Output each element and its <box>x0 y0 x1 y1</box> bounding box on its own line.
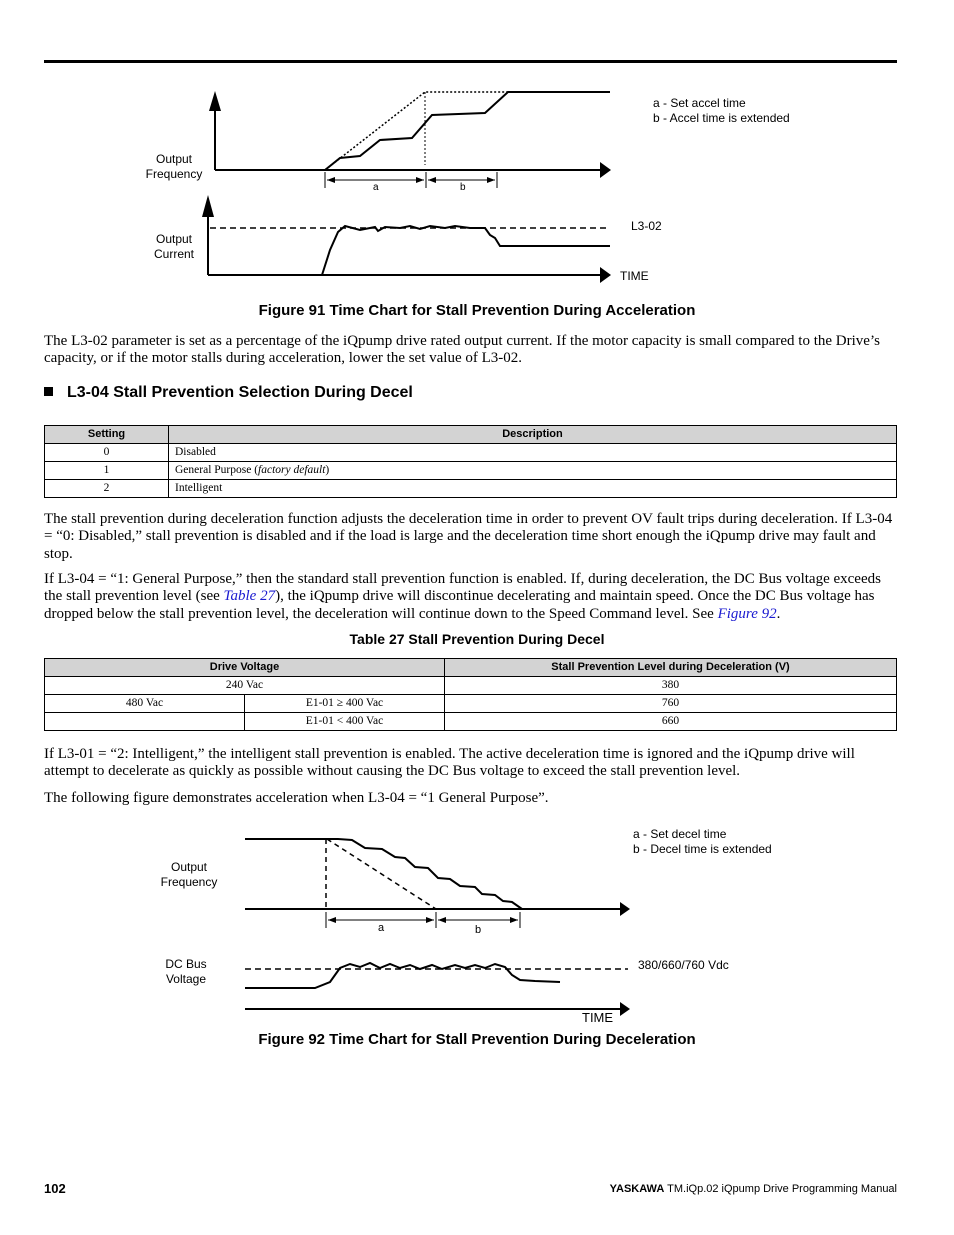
page-number: 102 <box>44 1181 66 1196</box>
header-drive-voltage: Drive Voltage <box>45 659 445 677</box>
fig91-label-l302: L3-02 <box>631 219 662 233</box>
fig91-legend-b: b - Accel time is extended <box>653 111 790 125</box>
fig92-dim-b-label: b <box>475 924 482 936</box>
paragraph-intelligent: If L3-01 = “2: Intelligent,” the intelligent stall prevention is enabled. The active deceleration time is ignored and the iQpump drive will attempt to decelerate as quickly as possible without causing the DC Bus voltage to exceed the stall prevention level. <box>44 746 855 780</box>
paragraph-general-purpose: If L3-04 = “1: General Purpose,” then the standard stall prevention function is enabled. If, during deceleration, the DC Bus voltage exceeds the stall prevention level (see Table 27), the iQpump drive will discontinue decelerating and maintain speed. Once the DC Bus voltage has dropped below the stall prevention level, the deceleration will continue down to the Speed Command level. See Figure 92. <box>44 571 881 622</box>
fig92-dim-a-label: a <box>378 922 385 934</box>
figure-92-link[interactable]: Figure 92 <box>717 605 777 622</box>
fig92-dc-bus-curve <box>245 963 560 988</box>
header-description: Description <box>169 426 897 444</box>
fig92-legend-b: b - Decel time is extended <box>633 842 772 856</box>
fig91-label-output-frequency: Output Frequency <box>145 152 203 181</box>
table-27-link[interactable]: Table 27 <box>223 588 276 605</box>
setting-value: 0 <box>45 444 169 462</box>
fig92-time-arrow <box>620 1002 630 1016</box>
fig92-extended-decel-curve <box>245 839 522 909</box>
fig91-legend-a: a - Set accel time <box>653 96 746 110</box>
fig92-legend-a: a - Set decel time <box>633 827 727 841</box>
header-stall-level: Stall Prevention Level during Deceleration (V) <box>445 659 897 677</box>
figure-92-caption: Figure 92 Time Chart for Stall Prevention During Deceleration <box>258 1031 696 1048</box>
setting-value: 1 <box>45 462 169 480</box>
setting-description: Disabled <box>169 444 897 462</box>
paragraph-disabled: The stall prevention during deceleration function adjusts the deceleration time in order to prevent OV fault trips during deceleration. If L3-04 = “0: Disabled,” stall prevention is disabled and if the load is large and the deceleration time short enough the iQpump drive may fault and stop. <box>44 511 893 562</box>
level-cell: 660 <box>445 713 897 731</box>
setting-description: Intelligent <box>169 480 897 498</box>
fig92-label-output-frequency: Output Frequency <box>160 860 218 889</box>
setting-value: 2 <box>45 480 169 498</box>
voltage-cell: 240 Vac <box>45 677 445 695</box>
fig91-dim-a-label: a <box>373 182 379 193</box>
fig92-label-time: TIME <box>582 1010 614 1025</box>
fig91-label-output-current: Output Current <box>153 232 194 261</box>
condition-cell: E1-01 < 400 Vac <box>245 713 445 731</box>
brand-name: YASKAWA <box>609 1183 665 1195</box>
fig92-label-dc-bus: DC Bus Voltage <box>165 957 207 986</box>
figure-91-caption: Figure 91 Time Chart for Stall Prevention During Acceleration <box>258 302 696 319</box>
condition-cell: E1-01 ≥ 400 Vac <box>245 695 445 713</box>
fig91-dim-b-label: b <box>460 182 466 193</box>
paragraph-following-figure: The following figure demonstrates acceleration when L3-04 = “1 General Purpose”. <box>44 790 549 806</box>
voltage-cell: 480 Vac <box>45 695 245 713</box>
section-heading: L3-04 Stall Prevention Selection During Decel <box>44 384 413 402</box>
table-27-caption: Table 27 Stall Prevention During Decel <box>349 631 605 647</box>
setting-description: General Purpose (factory default) <box>169 462 897 480</box>
fig92-label-level: 380/660/760 Vdc <box>638 958 729 972</box>
fig92-freq-x-arrow <box>620 902 630 916</box>
level-cell: 380 <box>445 677 897 695</box>
fig91-label-time: TIME <box>620 269 649 283</box>
footer-manual-title: YASKAWA TM.iQp.02 iQpump Drive Programming Manual <box>609 1183 897 1195</box>
paragraph-l302: The L3-02 parameter is set as a percentage of the iQpump drive rated output current. If the motor capacity is small compared to the Drive’s capacity, or if the motor stalls during acceleration, lower the set value of L3-02. <box>44 333 880 367</box>
header-setting: Setting <box>45 426 169 444</box>
level-cell: 760 <box>445 695 897 713</box>
